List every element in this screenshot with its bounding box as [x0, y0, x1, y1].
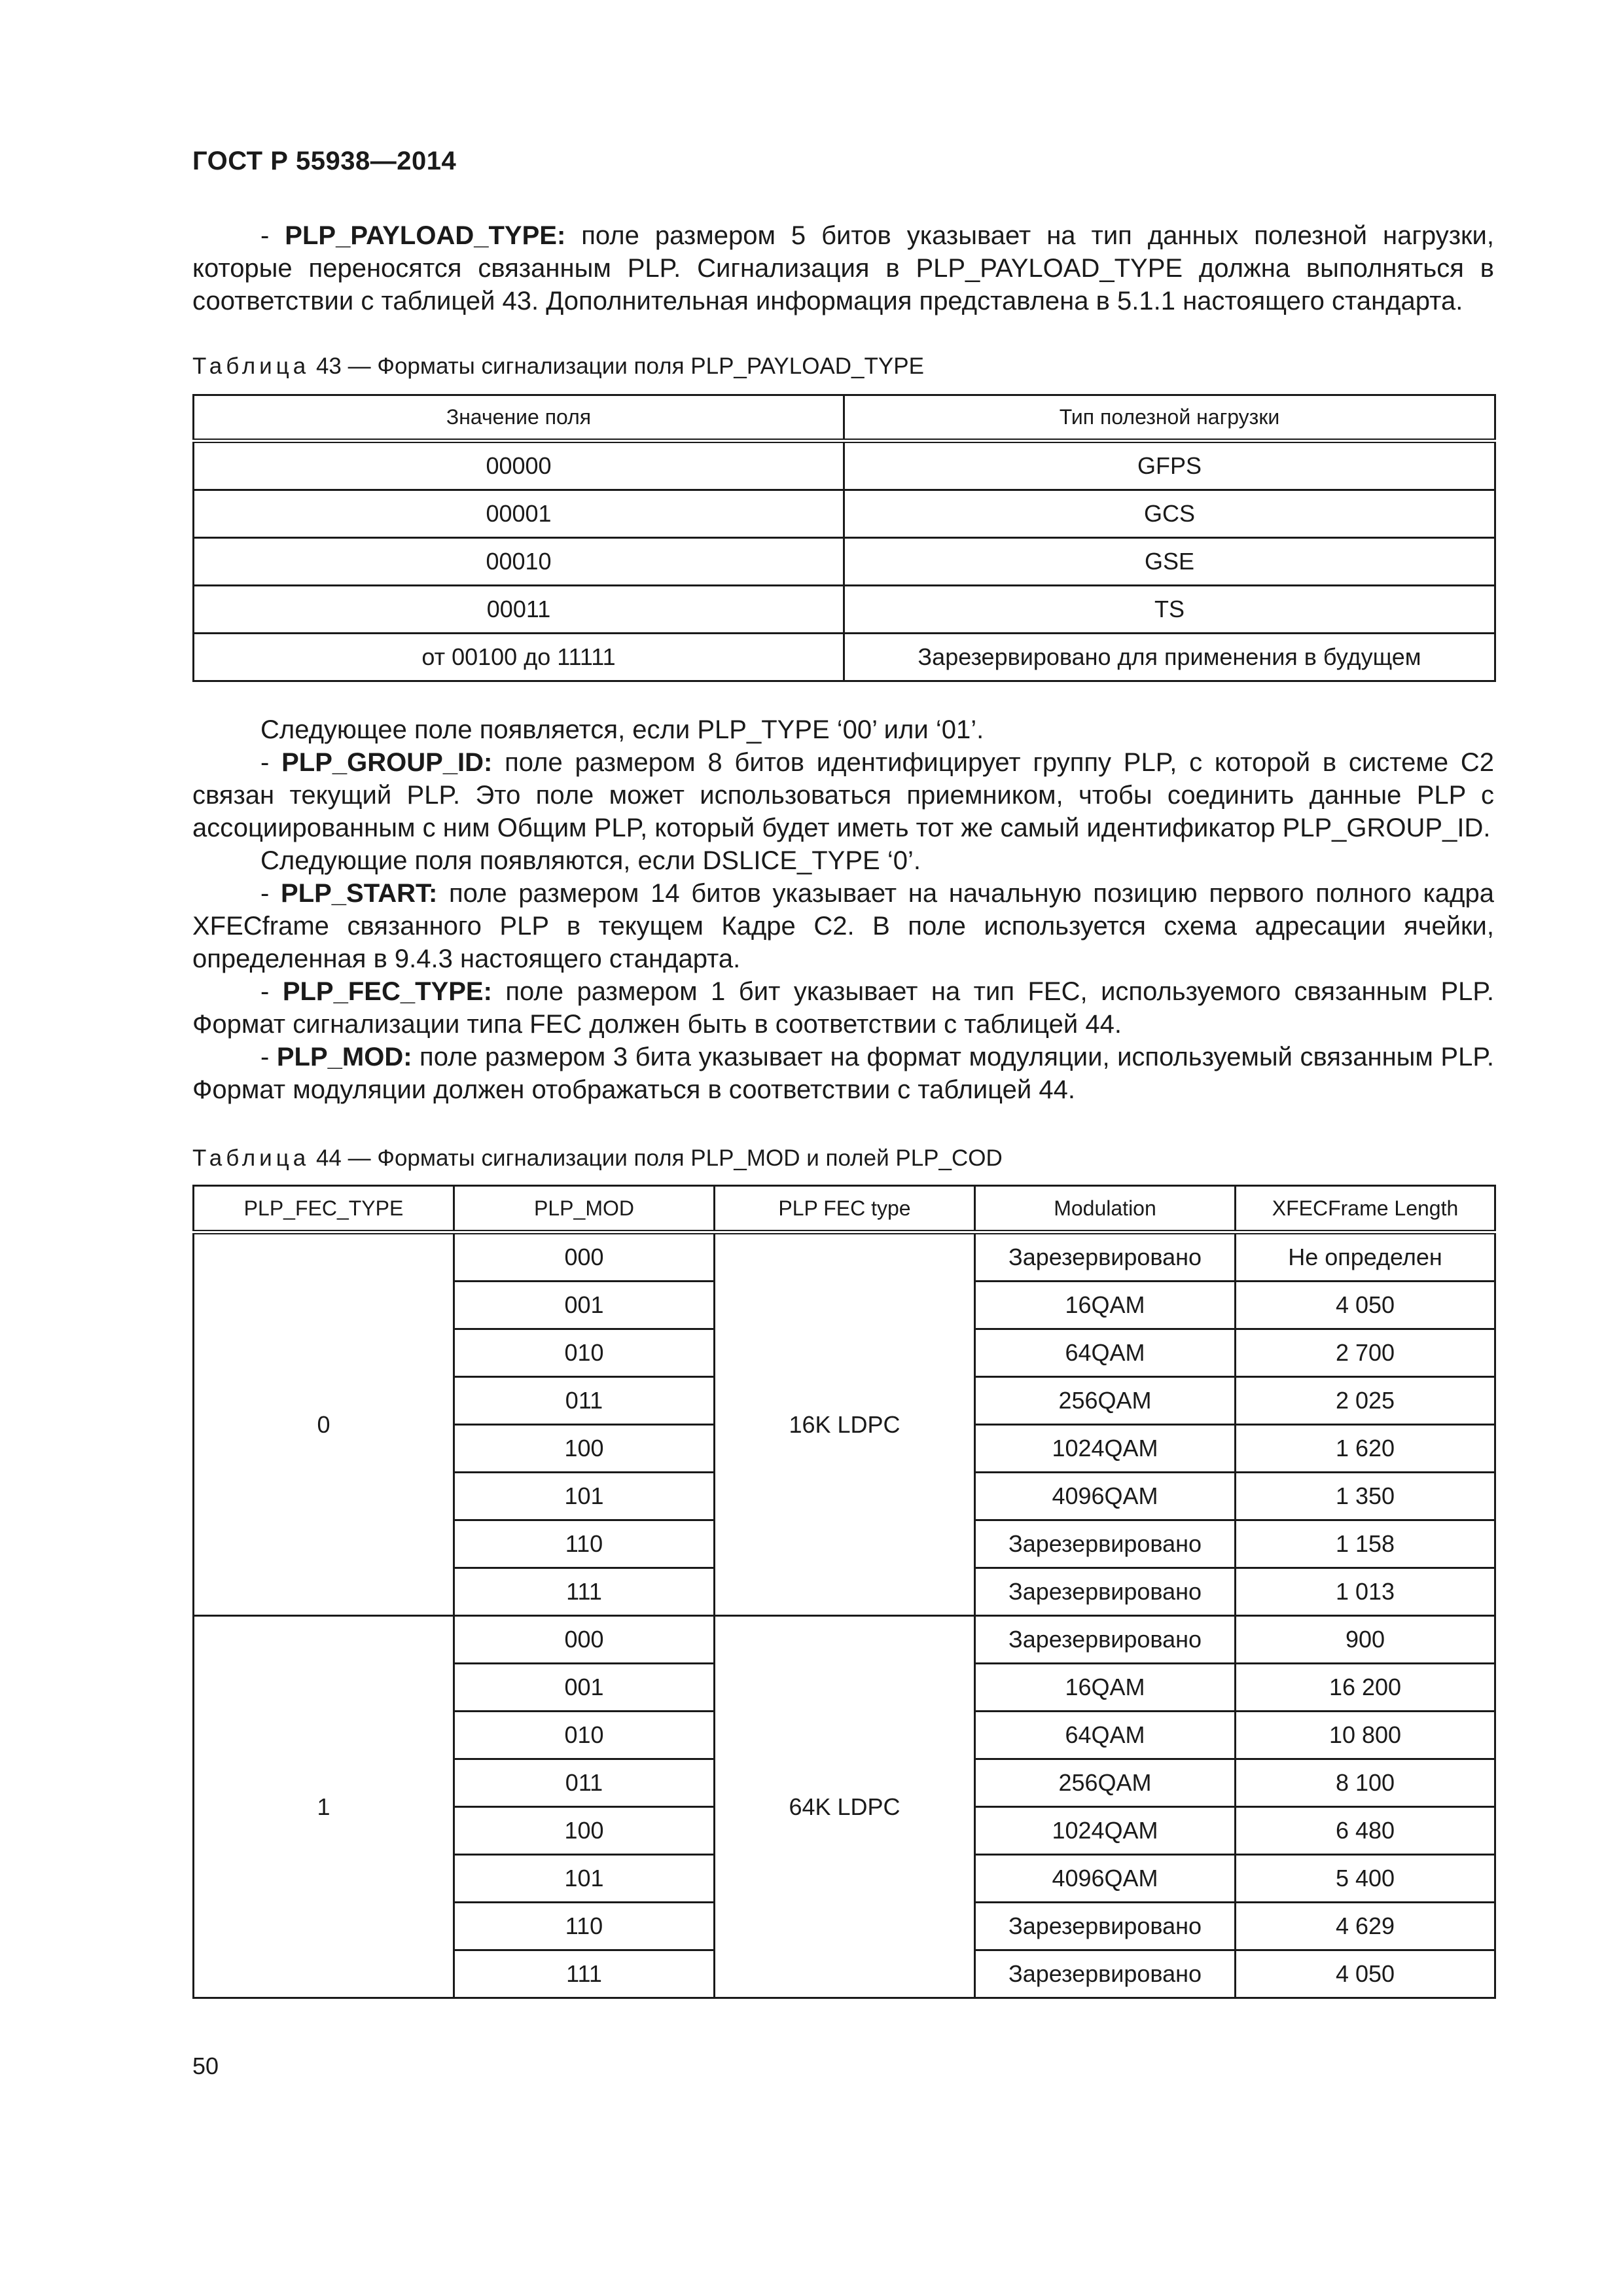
frame-length-cell: Не определен	[1236, 1232, 1495, 1282]
paragraph-plp-type-condition: Следующее поле появляется, если PLP_TYPE ‘00’ или ‘01’.	[260, 715, 984, 744]
frame-length-cell: 1 350	[1236, 1473, 1495, 1520]
table-row	[194, 441, 1495, 490]
table-row	[194, 1616, 1495, 1664]
frame-length-cell: 4 050	[1236, 1282, 1495, 1329]
table-44	[192, 1185, 1496, 1999]
page-number: 50	[192, 2053, 219, 2079]
term-plp-payload-type: PLP_PAYLOAD_TYPE:	[285, 221, 566, 250]
document-header: ГОСТ Р 55938—2014	[192, 147, 457, 175]
modulation-cell: 16QAM	[975, 1282, 1236, 1329]
table-row	[194, 1232, 1495, 1282]
fec-name-cell: 16K LDPC	[715, 1232, 975, 1616]
modulation-cell: 4096QAM	[975, 1855, 1236, 1903]
modulation-cell: 4096QAM	[975, 1473, 1236, 1520]
term-plp-fec-type: PLP_FEC_TYPE:	[282, 977, 492, 1006]
frame-length-cell: 10 800	[1236, 1712, 1495, 1759]
plp-mod-cell: 001	[454, 1664, 715, 1712]
payload-type-paragraph: - PLP_PAYLOAD_TYPE: поле размером 5 битов указывает на тип данных полезной нагрузки, которые переносятся связанным PLP. Сигнализация в PLP_PAYLOAD_TYPE должна выполняться в соответствии с таблицей 43. Дополнительная информация представлена в 5.1.1 настоящего стандарта.	[192, 221, 1494, 315]
header-payload-type: Тип полезной нагрузки	[844, 395, 1495, 441]
table-row	[194, 538, 1495, 586]
header-fec-name: PLP FEC type	[715, 1186, 975, 1232]
field-value-cell: 00000	[194, 441, 844, 490]
term-plp-group-id: PLP_GROUP_ID:	[281, 748, 493, 777]
plp-mod-cell: 000	[454, 1616, 715, 1664]
paragraph-plp-start: - PLP_START: поле размером 14 битов указывает на начальную позицию первого полного кадра XFECframe связанного PLP в текущем Кадре C2. В поле используется схема адресации ячейки, определенная в 9.4.3 настоящего стандарта.	[192, 879, 1495, 973]
frame-length-cell: 2 025	[1236, 1377, 1495, 1425]
modulation-cell: Зарезервировано	[975, 1616, 1236, 1664]
frame-length-cell: 1 620	[1236, 1425, 1495, 1473]
payload-type-cell: TS	[844, 586, 1495, 634]
header-plp-fec-type: PLP_FEC_TYPE	[194, 1186, 454, 1232]
term-plp-mod: PLP_MOD:	[276, 1043, 412, 1071]
payload-type-cell: GCS	[844, 490, 1495, 538]
frame-length-cell: 1 158	[1236, 1520, 1495, 1568]
fec-name-cell: 64K LDPC	[715, 1616, 975, 1998]
modulation-cell: 64QAM	[975, 1712, 1236, 1759]
table-44-body	[194, 1232, 1495, 1998]
modulation-cell: 256QAM	[975, 1759, 1236, 1807]
plp-mod-cell: 110	[454, 1520, 715, 1568]
table-43	[192, 394, 1496, 682]
field-value-cell: 00010	[194, 538, 844, 586]
header-field-value: Значение поля	[194, 395, 844, 441]
plp-mod-cell: 111	[454, 1950, 715, 1998]
frame-length-cell: 16 200	[1236, 1664, 1495, 1712]
frame-length-cell: 1 013	[1236, 1568, 1495, 1616]
table-row	[194, 490, 1495, 538]
plp-mod-cell: 101	[454, 1473, 715, 1520]
paragraph-plp-mod: - PLP_MOD: поле размером 3 бита указывает на формат модуляции, используемый связанным PLP. Формат модуляции должен отображаться в соответствии с таблицей 44.	[192, 1043, 1494, 1104]
plp-mod-cell: 100	[454, 1807, 715, 1855]
plp-mod-cell: 111	[454, 1568, 715, 1616]
plp-mod-cell: 011	[454, 1377, 715, 1425]
table-44-caption: Таблица 44 — Форматы сигнализации поля PLP_MOD и полей PLP_COD	[192, 1145, 1003, 1171]
plp-mod-cell: 001	[454, 1282, 715, 1329]
plp-mod-cell: 000	[454, 1232, 715, 1282]
paragraph-dslice-condition: Следующие поля появляются, если DSLICE_TYPE ‘0’.	[260, 846, 921, 875]
term-plp-start: PLP_START:	[281, 879, 438, 908]
modulation-cell: 1024QAM	[975, 1425, 1236, 1473]
fec-type-cell: 1	[194, 1616, 454, 1998]
payload-type-cell: GSE	[844, 538, 1495, 586]
frame-length-cell: 4 629	[1236, 1903, 1495, 1950]
table-row	[194, 586, 1495, 634]
table-header-row	[194, 1186, 1495, 1232]
paragraph-plp-group-id: - PLP_GROUP_ID: поле размером 8 битов идентифицирует группу PLP, с которой в системе C2 связан текущий PLP. Это поле может использоваться приемником, чтобы соединить данные PLP с ассоциированным с ним Общим PLP, который будет иметь тот же самый идентификатор PLP_GROUP_ID.	[192, 748, 1495, 842]
modulation-cell: 256QAM	[975, 1377, 1236, 1425]
frame-length-cell: 4 050	[1236, 1950, 1495, 1998]
modulation-cell: 64QAM	[975, 1329, 1236, 1377]
payload-type-cell: GFPS	[844, 441, 1495, 490]
field-value-cell: 00011	[194, 586, 844, 634]
frame-length-cell: 900	[1236, 1616, 1495, 1664]
modulation-cell: Зарезервировано	[975, 1568, 1236, 1616]
modulation-cell: 1024QAM	[975, 1807, 1236, 1855]
modulation-cell: Зарезервировано	[975, 1232, 1236, 1282]
header-plp-mod: PLP_MOD	[454, 1186, 715, 1232]
plp-mod-cell: 011	[454, 1759, 715, 1807]
plp-mod-cell: 101	[454, 1855, 715, 1903]
fec-type-cell: 0	[194, 1232, 454, 1616]
frame-length-cell: 5 400	[1236, 1855, 1495, 1903]
plp-mod-cell: 010	[454, 1329, 715, 1377]
table-row	[194, 634, 1495, 681]
plp-mod-cell: 010	[454, 1712, 715, 1759]
header-modulation: Modulation	[975, 1186, 1236, 1232]
modulation-cell: Зарезервировано	[975, 1950, 1236, 1998]
plp-mod-cell: 100	[454, 1425, 715, 1473]
modulation-cell: 16QAM	[975, 1664, 1236, 1712]
frame-length-cell: 2 700	[1236, 1329, 1495, 1377]
payload-type-cell: Зарезервировано для применения в будущем	[844, 634, 1495, 681]
table-43-caption: Таблица 43 — Форматы сигнализации поля PLP_PAYLOAD_TYPE	[192, 353, 924, 379]
paragraph-plp-fec-type: - PLP_FEC_TYPE: поле размером 1 бит указывает на тип FEC, используемого связанным PLP. Формат сигнализации типа FEC должен быть в соответствии с таблицей 44.	[192, 977, 1495, 1039]
field-value-cell: от 00100 до 11111	[194, 634, 844, 681]
table-header-row	[194, 395, 1495, 441]
body-text	[192, 713, 1494, 1106]
header-xfecframe-length: XFECFrame Length	[1236, 1186, 1495, 1232]
modulation-cell: Зарезервировано	[975, 1520, 1236, 1568]
plp-mod-cell: 110	[454, 1903, 715, 1950]
modulation-cell: Зарезервировано	[975, 1903, 1236, 1950]
field-value-cell: 00001	[194, 490, 844, 538]
frame-length-cell: 6 480	[1236, 1807, 1495, 1855]
frame-length-cell: 8 100	[1236, 1759, 1495, 1807]
